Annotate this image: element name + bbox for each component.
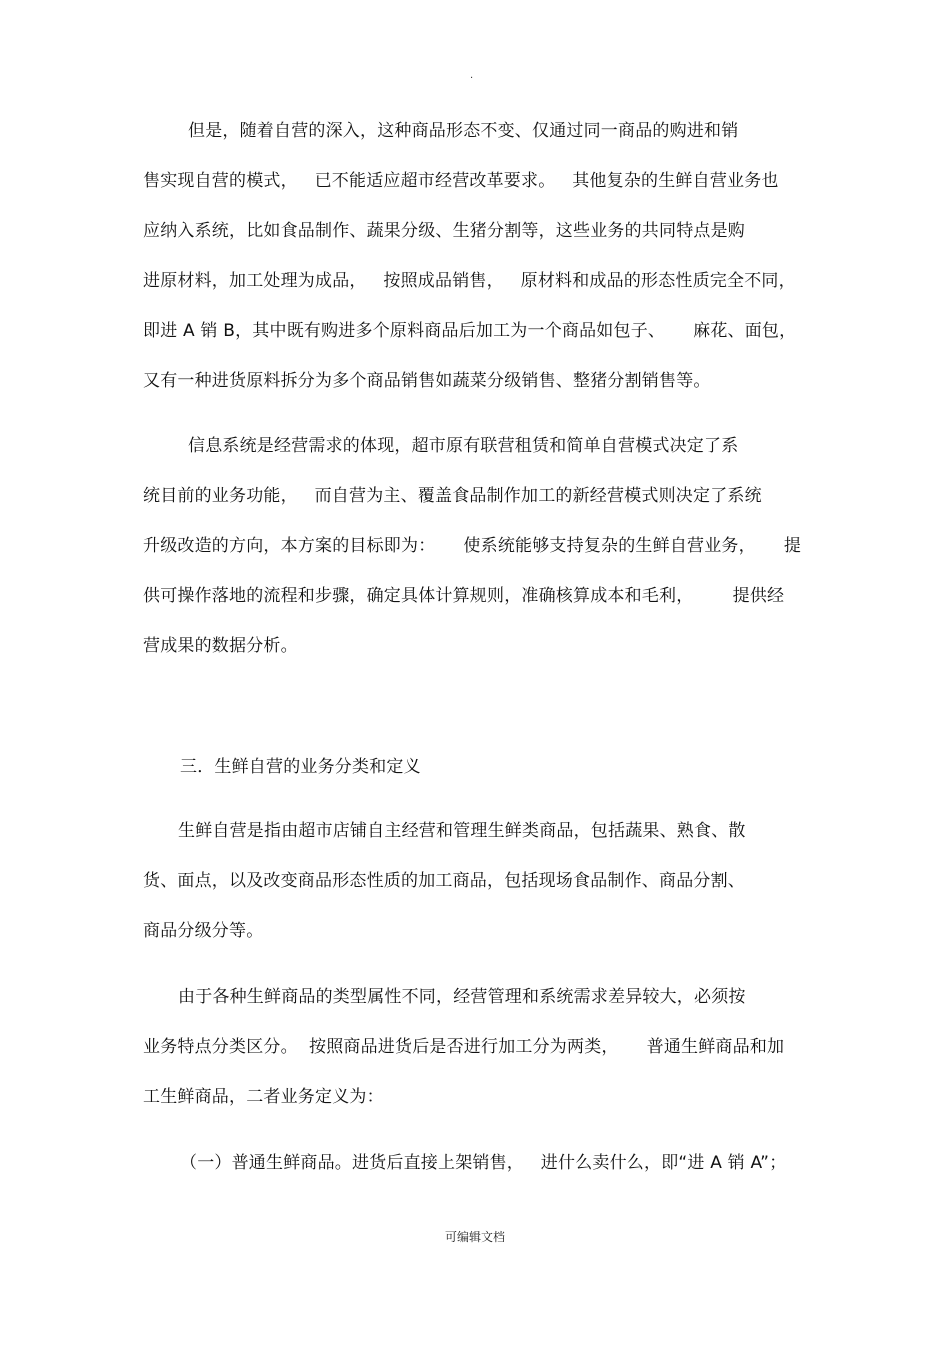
paragraph-1-line-3: 应纳入系统，比如食品制作、蔬果分级、生猪分割等，这些业务的共同特点是购 (143, 221, 745, 241)
paragraph-3-line-2: 货、面点，以及改变商品形态性质的加工商品，包括现场食品制作、商品分割、 (143, 871, 745, 891)
paragraph-1-line-6: 又有一种进货原料拆分为多个商品销售如蔬菜分级销售、整猪分割销售等。 (143, 371, 711, 391)
paragraph-4-line-2: 业务特点分类区分。 按照商品进货后是否进行加工分为两类， 普通生鲜商品和加 (143, 1037, 785, 1057)
paragraph-1-line-1: 但是，随着自营的深入，这种商品形态不变、仅通过同一商品的购进和销 (188, 121, 739, 141)
paragraph-3-line-3: 商品分级分等。 (143, 921, 264, 941)
paragraph-5-line-1: （一）普通生鲜商品。进货后直接上架销售， 进什么卖什么，即“进 A 销 A”； (180, 1153, 787, 1173)
paragraph-1-line-4: 进原材料，加工处理为成品， 按照成品销售， 原材料和成品的形态性质完全不同， (143, 271, 796, 291)
paragraph-4-line-1: 由于各种生鲜商品的类型属性不同，经营管理和系统需求差异较大，必须按 (178, 987, 746, 1007)
paragraph-2-line-3: 升级改造的方向，本方案的目标即为： 使系统能够支持复杂的生鲜自营业务， 提 (143, 536, 802, 556)
paragraph-2-line-2: 统目前的业务功能， 而自营为主、覆盖食品制作加工的新经营模式则决定了系统 (143, 486, 762, 506)
paragraph-4-line-3: 工生鲜商品，二者业务定义为： (143, 1087, 384, 1107)
section-heading: 三．生鲜自营的业务分类和定义 (180, 757, 421, 777)
paragraph-2-line-1: 信息系统是经营需求的体现，超市原有联营租赁和简单自营模式决定了系 (188, 436, 739, 456)
paragraph-3-line-1: 生鲜自营是指由超市店铺自主经营和管理生鲜类商品，包括蔬果、熟食、散 (178, 821, 746, 841)
paragraph-1-line-5: 即进 A 销 B，其中既有购进多个原料商品后加工为一个商品如包子、 麻花、面包， (143, 321, 797, 341)
paragraph-2-line-5: 营成果的数据分析。 (143, 636, 298, 656)
paragraph-2-line-4: 供可操作落地的流程和步骤，确定具体计算规则，准确核算成本和毛利， 提供经 (143, 586, 785, 606)
page-footer: 可编辑文档 (444, 1230, 505, 1244)
header-mark: . (470, 70, 474, 81)
paragraph-1-line-2: 售实现自营的模式， 已不能适应超市经营改革要求。 其他复杂的生鲜自营业务也 (143, 171, 779, 191)
